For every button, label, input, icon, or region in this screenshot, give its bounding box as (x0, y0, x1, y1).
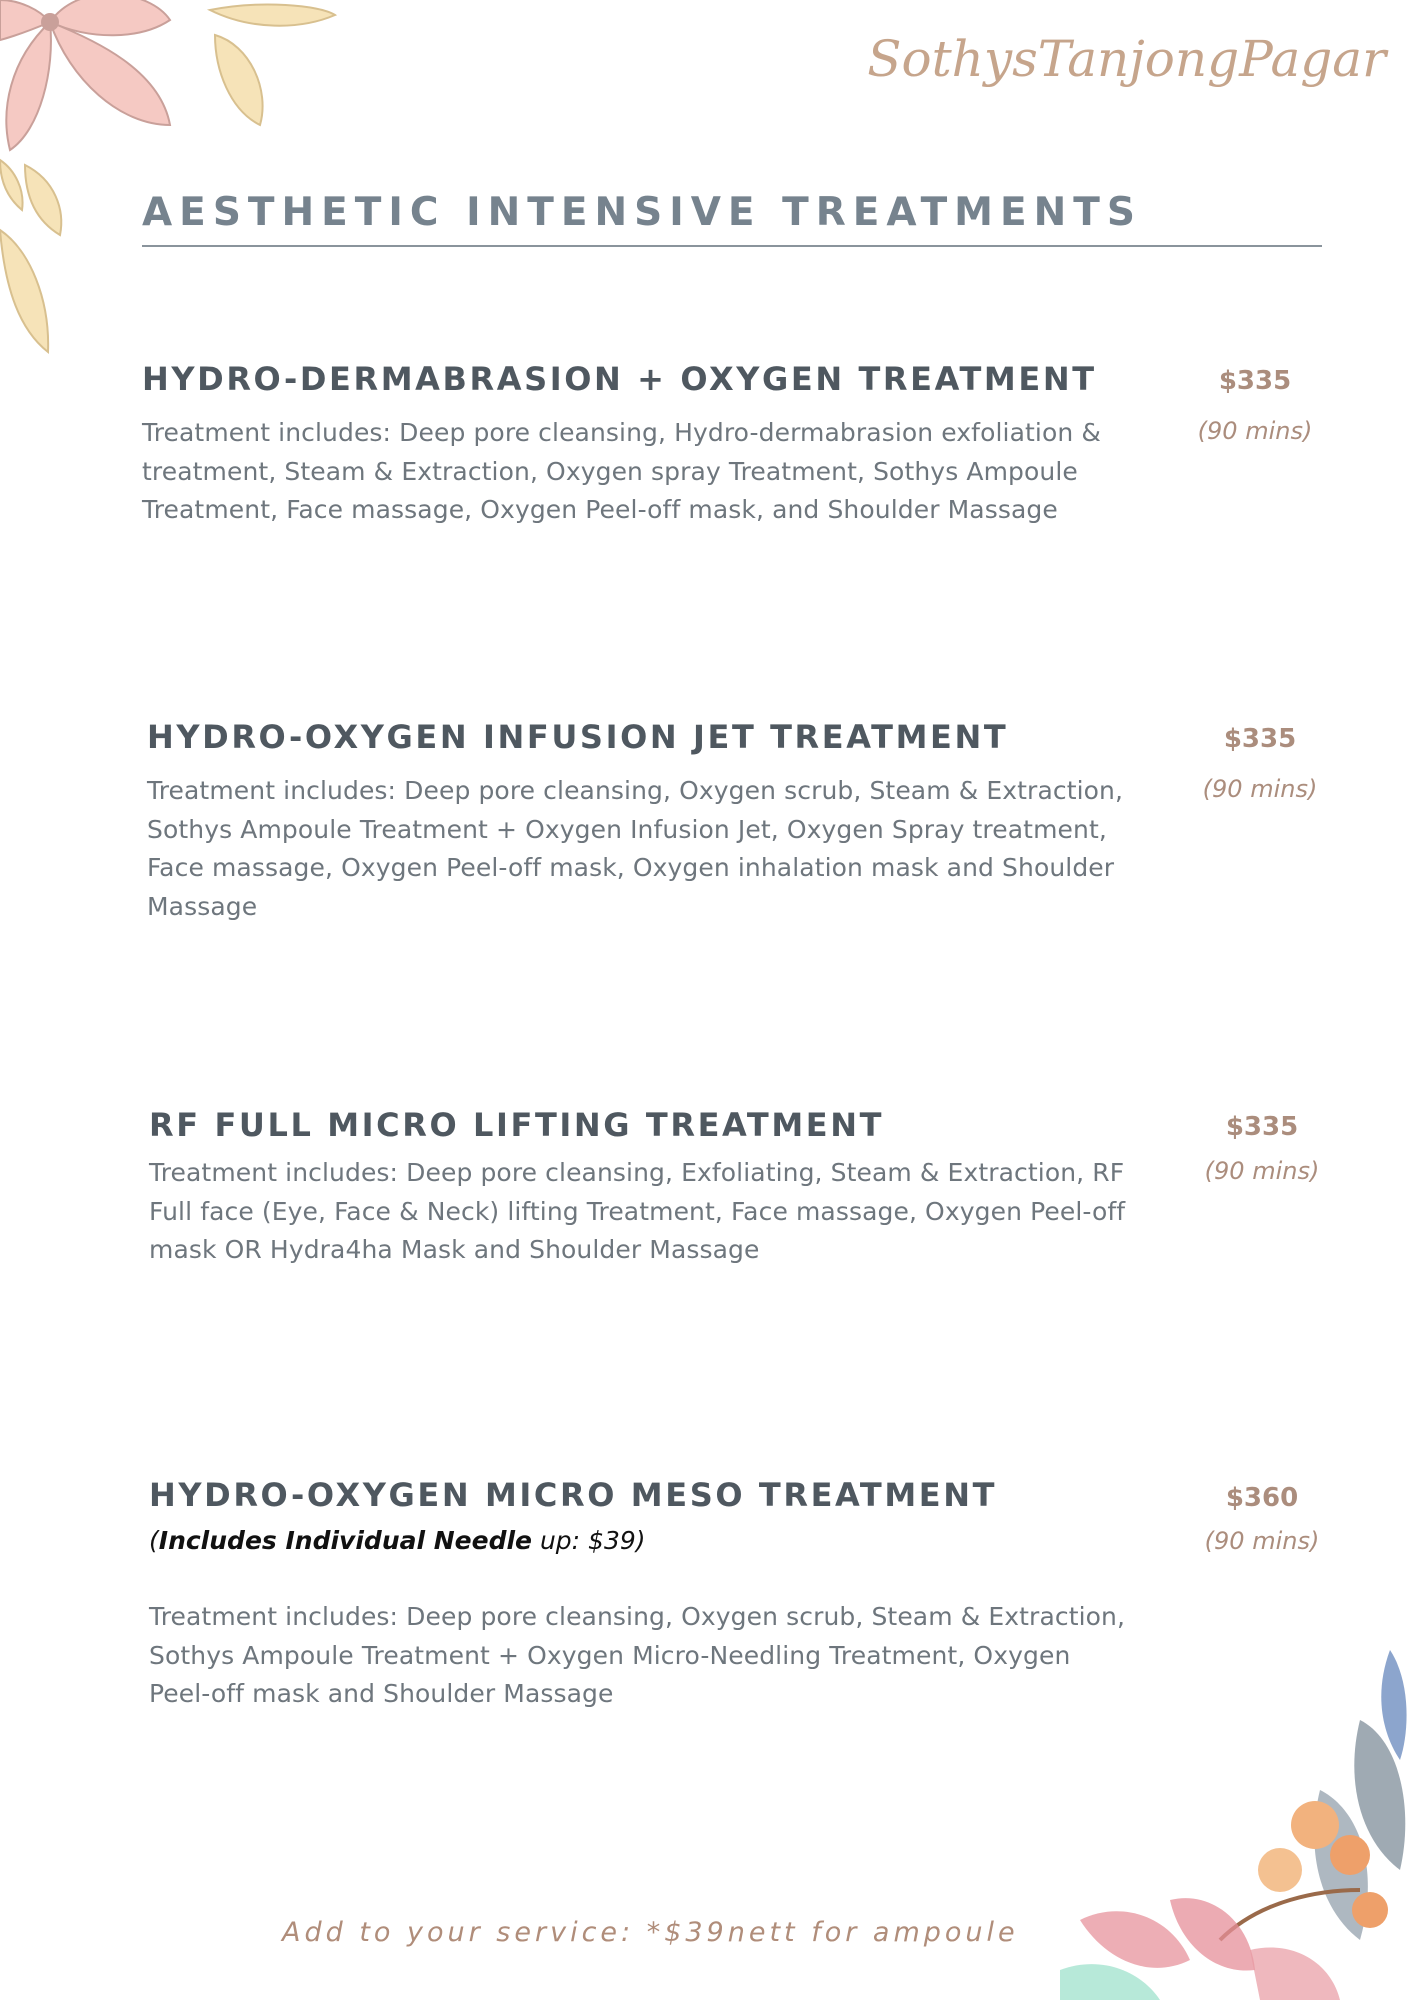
treatment-name: HYDRO-DERMABRASION + OXYGEN TREATMENT (142, 360, 1097, 398)
pink-flower-icon (0, 0, 340, 360)
treatment-name: HYDRO-OXYGEN MICRO MESO TREATMENT (149, 1476, 998, 1514)
treatment-duration: (90 mins) (1204, 1527, 1320, 1555)
treatment-addon-note (149, 1526, 646, 1555)
note-open-paren: ( (149, 1526, 159, 1555)
note-rest-text: up: $39) (532, 1526, 646, 1555)
treatment-price: $335 (1218, 366, 1292, 396)
treatment-duration: (90 mins) (1197, 417, 1313, 445)
note-bold-text: Includes Individual Needle (158, 1526, 533, 1555)
treatment-duration: (90 mins) (1202, 775, 1318, 803)
treatment-price: $335 (1223, 724, 1297, 754)
treatment-name: HYDRO-OXYGEN INFUSION JET TREATMENT (147, 718, 1009, 756)
footer-addon-note: Add to your service: *$39nett for ampoule (282, 1917, 1019, 1948)
treatment-description: Treatment includes: Deep pore cleansing, Exfoliating, Steam & Extraction, RF Full face (Eye, Face & Neck) lifting Treatment, Face massage, Oxygen Peel-off mask OR Hydra4ha Mask and Shoulder Massage (149, 1158, 1126, 1264)
treatment-price: $360 (1225, 1483, 1299, 1513)
title-divider (142, 245, 1322, 247)
brand-signature: SothysTanjongPagar (867, 30, 1386, 88)
treatment-duration: (90 mins) (1204, 1157, 1320, 1185)
treatment-description: Treatment includes: Deep pore cleansing, Hydro-dermabrasion exfoliation & treatment, Steam & Extraction, Oxygen spray Treatment, Sothys Ampoule Treatment, Face massage, Oxygen Peel-off mask, and Shoulder Massage (142, 418, 1101, 524)
treatment-price: $335 (1225, 1112, 1299, 1142)
treatment-name: RF FULL MICRO LIFTING TREATMENT (149, 1106, 885, 1144)
page-title: AESTHETIC INTENSIVE TREATMENTS (142, 190, 1142, 235)
treatment-description: Treatment includes: Deep pore cleansing, Oxygen scrub, Steam & Extraction, Sothys Ampoule Treatment + Oxygen Infusion Jet, Oxygen Spray treatment, Face massage, Oxygen Peel-off mask, Oxygen inhalation mask and Shoulder Massage (147, 776, 1124, 921)
treatment-description: Treatment includes: Deep pore cleansing, Oxygen scrub, Steam & Extraction, Sothys Ampoule Treatment + Oxygen Micro-Needling Treatment, Oxygen Peel-off mask and Shoulder Massage (149, 1602, 1126, 1708)
